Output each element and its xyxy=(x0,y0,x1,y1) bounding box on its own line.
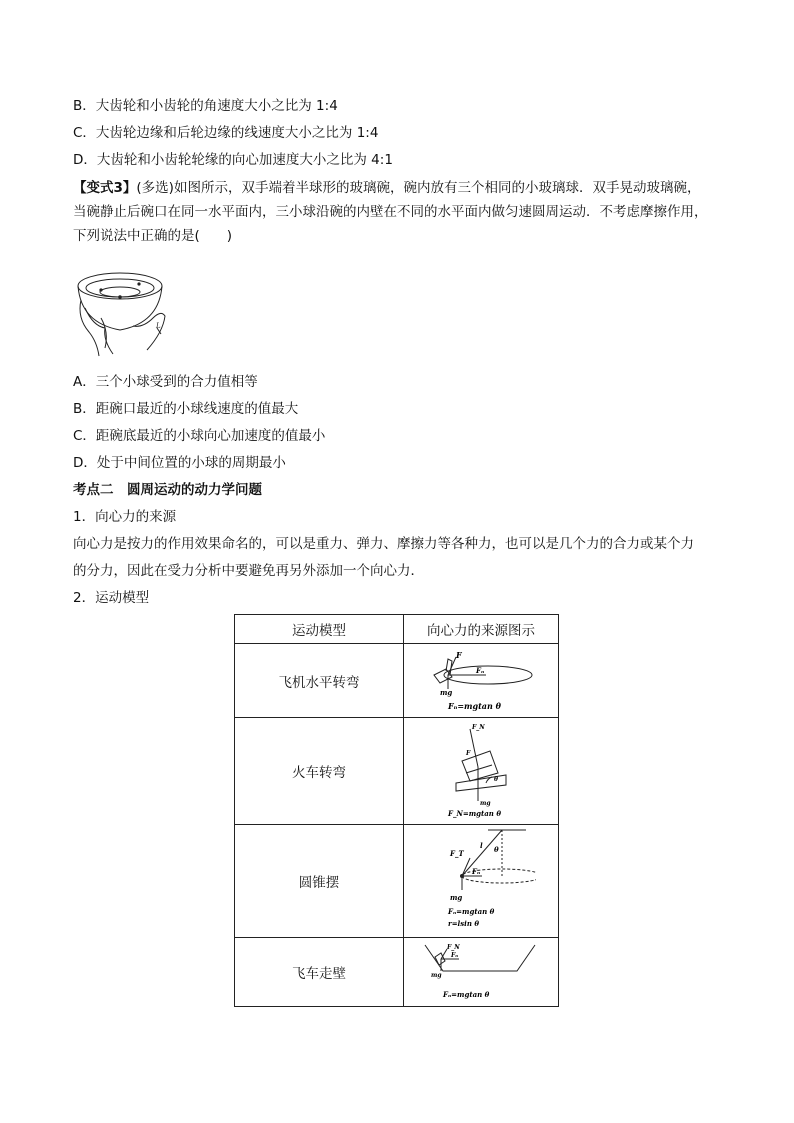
model-name: 飞车走壁 xyxy=(235,938,404,1007)
label-ft: F_T xyxy=(450,849,464,858)
label-theta: θ xyxy=(494,845,499,854)
paragraph-line-2: 的分力，因此在受力分析中要避免再另外添加一个向心力． xyxy=(73,563,424,579)
table-row xyxy=(235,718,559,825)
label-fn: Fₙ xyxy=(472,867,481,876)
svg-text:L: L xyxy=(156,322,161,330)
label-fn: F_N xyxy=(447,944,460,951)
wall-riding-diagram xyxy=(421,941,541,1003)
variant3-option-a: A．三个小球受到的合力值相等 xyxy=(73,374,258,390)
variant3-option-c: C．距碗底最近的小球向心加速度的值最小 xyxy=(73,428,326,444)
variant3-stem xyxy=(73,176,733,248)
formula: Fₙ=mgtan θ xyxy=(448,907,495,916)
conical-pendulum-diagram xyxy=(426,828,536,934)
diagram-cell xyxy=(404,718,559,825)
label-l: l xyxy=(480,841,483,850)
option-d-prev: D．大齿轮和小齿轮轮缘的向心加速度大小之比为 4:1 xyxy=(73,152,393,168)
variant3-option-d: D．处于中间位置的小球的周期最小 xyxy=(73,455,286,471)
label-theta: θ xyxy=(494,776,499,783)
table-row xyxy=(235,938,559,1007)
model-name: 火车转弯 xyxy=(235,718,404,825)
table-row xyxy=(235,644,559,718)
header-diagram: 向心力的来源图示 xyxy=(404,615,559,644)
table-header-row xyxy=(235,615,559,644)
paragraph-line-1: 向心力是按力的作用效果命名的，可以是重力、弹力、摩擦力等各种力，也可以是几个力的合力或某个力 xyxy=(73,536,694,552)
variant3-tag: 【变式3】 xyxy=(73,180,137,196)
train-turn-diagram xyxy=(426,721,536,821)
label-mg: mg xyxy=(480,800,491,807)
diagram-cell xyxy=(404,644,559,718)
formula: Fₙ=mgtan θ xyxy=(448,700,501,711)
formula: Fₙ=mgtan θ xyxy=(443,990,490,999)
variant3-stem-line1: (多选)如图所示，双手端着半球形的玻璃碗，碗内放有三个相同的小玻璃球．双手晃动玻璃碗， xyxy=(136,180,701,196)
variant3-stem-line3: 下列说法中正确的是( ) xyxy=(73,228,233,244)
formula: F_N=mgtan θ xyxy=(448,809,501,818)
label-mg: mg xyxy=(450,893,463,902)
option-b-prev: B．大齿轮和小齿轮的角速度大小之比为 1:4 xyxy=(73,98,338,114)
label-f: F xyxy=(466,750,471,757)
diagram-cell xyxy=(404,825,559,938)
label-f: F xyxy=(456,649,462,660)
header-model: 运动模型 xyxy=(235,615,404,644)
formula-2: r=lsin θ xyxy=(448,919,480,928)
subsection-1-title: 1．向心力的来源 xyxy=(73,509,177,525)
subsection-2-title: 2．运动模型 xyxy=(73,590,150,606)
diagram-cell xyxy=(404,938,559,1007)
label-mg: mg xyxy=(431,972,442,979)
variant3-stem-line2: 当碗静止后碗口在同一水平面内，三小球沿碗的内壁在不同的水平面内做匀速圆周运动．不考虑摩擦作用， xyxy=(73,204,708,220)
motion-models-table xyxy=(234,614,559,1007)
bowl-hands-figure xyxy=(73,268,168,358)
variant3-option-b: B．距碗口最近的小球线速度的值最大 xyxy=(73,401,299,417)
option-c-prev: C．大齿轮边缘和后轮边缘的线速度大小之比为 1:4 xyxy=(73,125,379,141)
label-fn: Fₙ xyxy=(476,665,485,675)
section-title: 考点二 圆周运动的动力学问题 xyxy=(73,482,262,498)
model-name: 飞机水平转弯 xyxy=(235,644,404,718)
label-fn-centripetal: Fₙ xyxy=(451,952,459,959)
label-fn: F_N xyxy=(472,724,485,731)
model-name: 圆锥摆 xyxy=(235,825,404,938)
airplane-turn-diagram xyxy=(426,649,536,713)
label-mg: mg xyxy=(440,687,453,697)
table-row xyxy=(235,825,559,938)
